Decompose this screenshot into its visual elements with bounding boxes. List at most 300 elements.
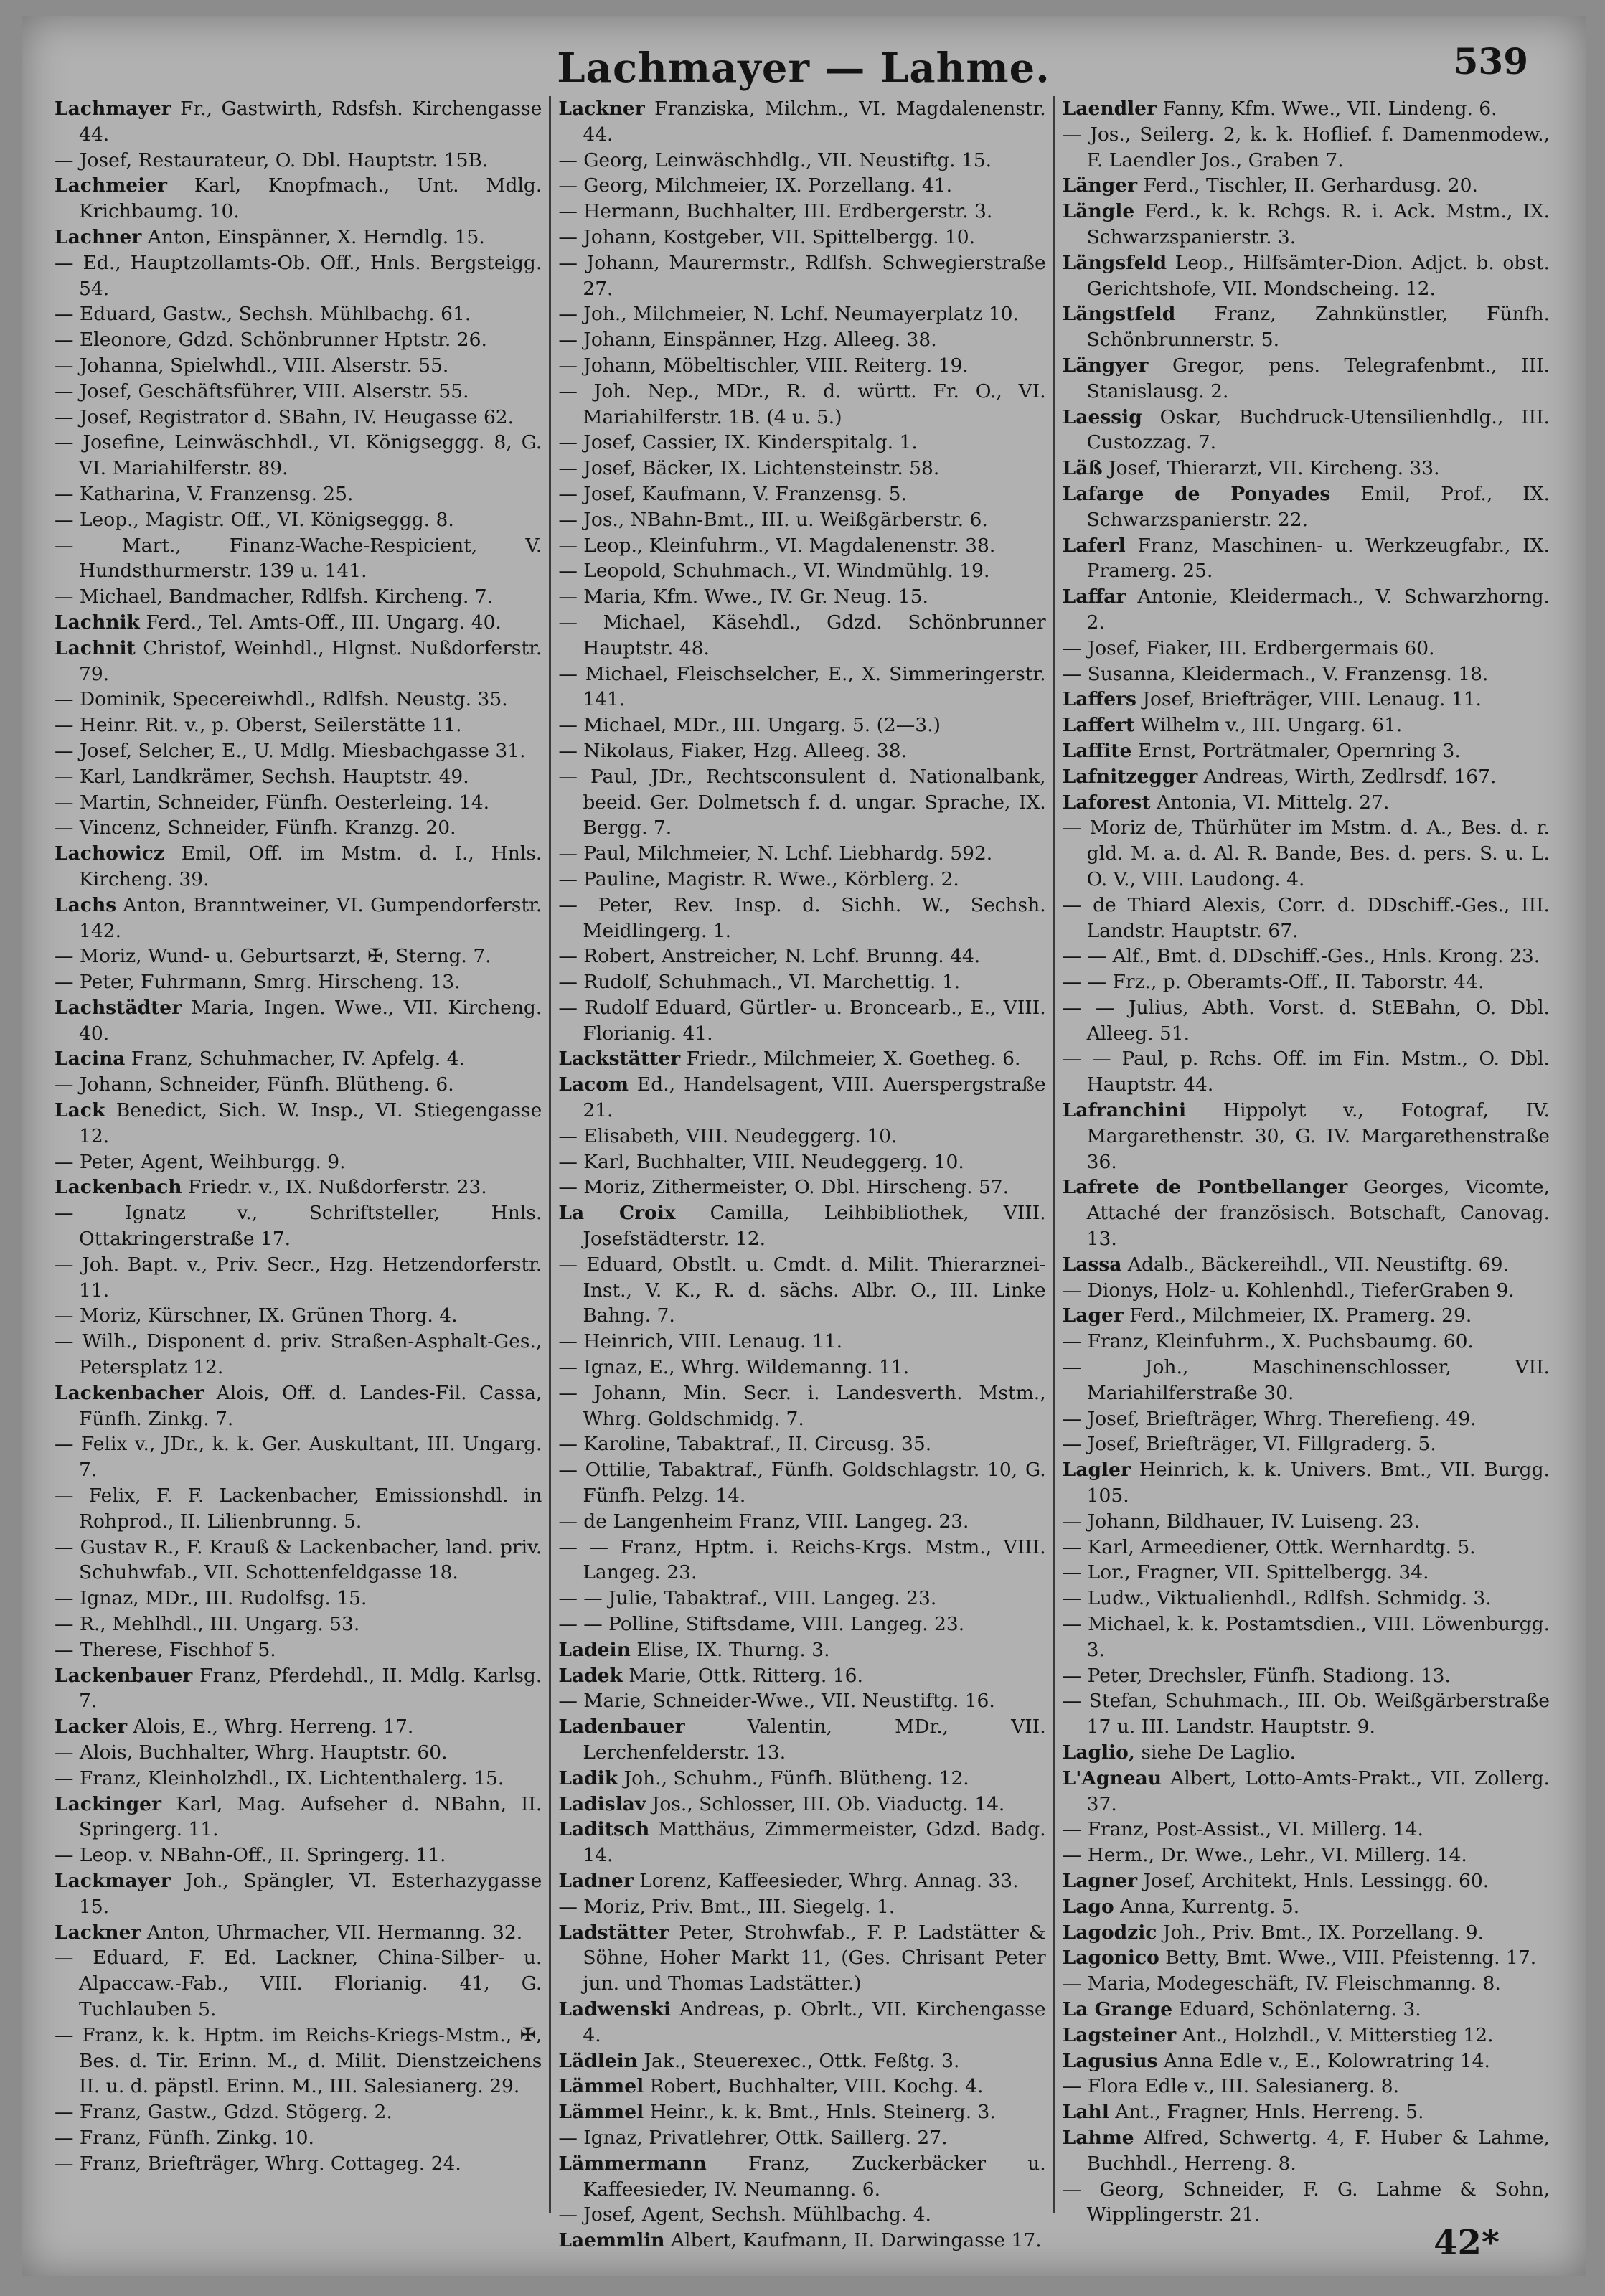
entry-details: — Ludw., Viktualienhdl., Rdlfsh. Schmidg. 3. [1062, 1587, 1492, 1610]
directory-entry [55, 1046, 542, 1072]
directory-entry [1063, 1945, 1550, 1971]
entry-details: — Katharina, V. Franzensg. 25. [55, 482, 354, 505]
directory-entry [558, 2099, 1045, 2125]
directory-entry [558, 1663, 1045, 1689]
page-title: Lachmayer — Lahme. [557, 44, 1050, 92]
directory-entry [1063, 2125, 1550, 2177]
entry-details: Antonia, VI. Mittelg. 27. [1150, 791, 1390, 814]
entry-details: — Felix v., JDr., k. k. Ger. Auskultant, III. Ungarg. 7. [55, 1433, 542, 1482]
entry-details: — Felix, F. F. Lackenbacher, Emissionshdl. in Rohprod., II. Lilienbrunng. 5. [55, 1485, 542, 1533]
directory-entry [55, 1792, 542, 1843]
entry-details: Ant., Holzhdl., V. Mitterstieg 12. [1176, 2023, 1494, 2046]
entry-details: Andreas, Wirth, Zedlrsdf. 167. [1197, 765, 1497, 788]
entry-surname: Lackenbacher [55, 1381, 204, 1404]
directory-entry [1063, 738, 1550, 764]
entry-details: Joh., Priv. Bmt., IX. Porzellang. 9. [1157, 1921, 1484, 1944]
entry-details: Gregor, pens. Telegrafenbmt., III. Stanislausg. 2. [1086, 354, 1550, 403]
entry-details: — Eduard, F. Ed. Lackner, China-Silber- u. Alpaccaw.-Fab., VIII. Florianig. 41, G. Tuchlauben 5. [55, 1947, 542, 2020]
entry-details: — Michael, k. k. Postamtsdien., VIII. Löwenburgg. 3. [1062, 1613, 1550, 1661]
directory-entry [55, 430, 542, 481]
directory-entry [558, 662, 1045, 713]
directory-entry [55, 2023, 542, 2099]
directory-entry [1063, 764, 1550, 790]
entry-details: — Johann, Möbeltischler, VIII. Reiterg. 19. [558, 354, 969, 377]
directory-entry [55, 1612, 542, 1637]
entry-details: Joh., Schuhm., Fünfh. Blütheng. 12. [618, 1766, 969, 1789]
entry-details: — Ignaz, Privatlehrer, Ottk. Saillerg. 27. [558, 2126, 948, 2149]
entry-details: — Georg, Milchmeier, IX. Porzellang. 41. [558, 174, 953, 197]
entry-surname: Lackenbach [55, 1176, 182, 1199]
entry-details: — Joh., Milchmeier, N. Lchf. Neumayerplatz 10. [558, 303, 1019, 326]
directory-entry [558, 481, 1045, 507]
entry-details: — Ed., Hauptzollamts-Ob. Off., Hnls. Bergsteigg. 54. [55, 251, 542, 300]
directory-entry [55, 815, 542, 841]
entry-details: Elise, IX. Thurng. 3. [630, 1638, 830, 1661]
directory-entry [558, 1252, 1045, 1329]
entry-details: — Franz, k. k. Hptm. im Reichs-Kriegs-Mstm., ✠, Bes. d. Tir. Erinn. M., d. Milit. Dienstzeichens II. u. d. päpstl. Erinn. M., III. Salesianerg. 29. [55, 2023, 542, 2098]
directory-entry [558, 1200, 1045, 1252]
entry-surname: Lacom [558, 1073, 629, 1096]
entry-surname: Längle [1062, 200, 1135, 223]
entry-details: — Hermann, Buchhalter, III. Erdbergerstr. 3. [558, 200, 993, 223]
entry-surname: Lafarge de Ponyades [1062, 482, 1331, 505]
directory-entry [558, 199, 1045, 225]
directory-entry [55, 1380, 542, 1432]
directory-entry [55, 1483, 542, 1535]
entry-details: — Heinr. Rit. v., p. Oberst, Seilerstätte 11. [55, 714, 462, 737]
entry-details: — Therese, Fischhof 5. [55, 1638, 276, 1661]
entry-details: Andreas, p. Obrlt., VII. Kirchengasse 4. [583, 1998, 1046, 2046]
entry-details: Valentin, MDr., VII. Lerchenfelderstr. 13. [583, 1716, 1046, 1764]
directory-entry [558, 969, 1045, 995]
directory-entry [558, 712, 1045, 738]
entry-surname: La Grange [1062, 1998, 1173, 2020]
directory-entry [55, 1535, 542, 1586]
directory-entry [558, 250, 1045, 302]
directory-entry [1063, 250, 1550, 302]
directory-entry [55, 1586, 542, 1612]
entry-surname: Lackmayer [55, 1869, 171, 1892]
directory-entry [55, 1920, 542, 1946]
entry-surname: Lackinger [55, 1792, 161, 1815]
directory-entry [558, 379, 1045, 430]
directory-entry [1063, 481, 1550, 533]
directory-entry [558, 2228, 1045, 2254]
entry-surname: Läß [1062, 457, 1103, 480]
entry-surname: Längsfeld [1062, 251, 1167, 274]
entry-details: — Dominik, Specereiwhdl., Rdlfsh. Neustg. 35. [55, 688, 508, 711]
directory-entry [55, 1714, 542, 1740]
directory-entry [558, 1509, 1045, 1535]
entry-surname: Längstfeld [1062, 303, 1176, 326]
directory-entry [1063, 1843, 1550, 1868]
entry-details: Josef, Thierarzt, VII. Kircheng. 33. [1102, 457, 1440, 480]
directory-entry [558, 1894, 1045, 1920]
directory-entry [1063, 969, 1550, 995]
entry-details: — Moriz de, Thürhüter im Mstm. d. A., Bes. d. r. gld. M. a. d. Al. R. Bande, Bes. d. pers. S. u. L. O. V., VIII. Laudong. 4. [1062, 817, 1550, 890]
entry-details: Anna Edle v., E., Kolowratring 14. [1157, 2049, 1490, 2072]
directory-entry [1063, 301, 1550, 353]
entry-details: — Leop., Magistr. Off., VI. Königseggg. 8. [55, 508, 454, 531]
entry-details: — Maria, Modegeschäft, IV. Fleischmanng. 8. [1062, 1972, 1501, 1995]
entry-details: — Wilh., Disponent d. priv. Straßen-Asphalt-Ges., Petersplatz 12. [55, 1330, 542, 1379]
directory-entry [1063, 1457, 1550, 1509]
directory-entry [1063, 1560, 1550, 1586]
directory-entry [1063, 1535, 1550, 1561]
directory-entry [1063, 1894, 1550, 1920]
directory-entry [558, 1046, 1045, 1072]
directory-entry [558, 533, 1045, 559]
entry-details: — Johanna, Spielwhdl., VIII. Alserstr. 55. [55, 354, 449, 377]
entry-details: — Ignaz, MDr., III. Rudolfsg. 15. [55, 1587, 367, 1610]
entry-details: — Karl, Buchhalter, VIII. Neudeggerg. 10. [558, 1150, 964, 1173]
entry-details: Franz, Pferdehdl., II. Mdlg. Karlsg. 7. [79, 1664, 542, 1713]
entry-surname: Laendler [1062, 98, 1157, 120]
entry-surname: Ladenbauer [558, 1716, 685, 1739]
entry-surname: Ladwenski [558, 1998, 671, 2020]
entry-surname: Lackstätter [558, 1048, 681, 1071]
entry-details: — Johann, Min. Secr. i. Landesverth. Mstm., Whrg. Goldschmidg. 7. [558, 1381, 1046, 1430]
entry-details: — Pauline, Magistr. R. Wwe., Körblerg. 2. [558, 867, 959, 890]
directory-entry [55, 969, 542, 995]
entry-details: — Flora Edle v., III. Salesianerg. 8. [1062, 2075, 1400, 2098]
directory-entry [55, 2151, 542, 2177]
entry-surname: Lassa [1062, 1253, 1122, 1276]
directory-entry [1063, 405, 1550, 456]
entry-details: — — Paul, p. Rchs. Off. im Fin. Mstm., O. Dbl. Hauptstr. 44. [1062, 1048, 1550, 1096]
entry-details: — R., Mehlhdl., III. Ungarg. 53. [55, 1613, 360, 1636]
entry-surname: Ladein [558, 1638, 631, 1661]
entry-surname: Laemmlin [558, 2229, 665, 2252]
entry-surname: Ladek [558, 1664, 623, 1687]
directory-entry [1063, 1612, 1550, 1663]
entry-details: — Franz, Gastw., Gdzd. Stögerg. 2. [55, 2101, 392, 2124]
directory-entry [558, 430, 1045, 456]
directory-entry [55, 1766, 542, 1792]
directory-entry [1063, 1740, 1550, 1766]
entry-details: — Josef, Cassier, IX. Kinderspitalg. 1. [558, 431, 918, 454]
directory-entry [558, 1817, 1045, 1868]
directory-entry [1063, 353, 1550, 405]
directory-entry [55, 1663, 542, 1715]
directory-entry [558, 2125, 1045, 2151]
directory-entry [55, 327, 542, 353]
entry-details: Josef, Briefträger, VIII. Lenaug. 11. [1136, 688, 1482, 711]
directory-entry [558, 1714, 1045, 1766]
directory-entry [1063, 1252, 1550, 1278]
entry-details: — Rudolf Eduard, Gürtler- u. Broncearb., E., VIII. Florianig. 41. [558, 996, 1046, 1045]
directory-entry [55, 405, 542, 430]
directory-entry [558, 1920, 1045, 1997]
entry-details: Alois, E., Whrg. Herreng. 17. [127, 1716, 414, 1739]
entry-details: — Ignatz v., Schriftsteller, Hnls. Ottakringerstraße 17. [55, 1202, 542, 1251]
directory-entry [55, 1945, 542, 2022]
entry-details: Franz, Schuhmacher, IV. Apfelg. 4. [125, 1048, 465, 1071]
entry-details: — Josef, Kaufmann, V. Franzensg. 5. [558, 482, 907, 505]
entry-details: — Paul, Milchmeier, N. Lchf. Liebhardg. 592. [558, 842, 993, 865]
entry-details: — Michael, MDr., III. Ungarg. 5. (2—3.) [558, 714, 941, 737]
entry-details: Joh., Spängler, VI. Esterhazygasse 15. [79, 1869, 542, 1918]
directory-entry [55, 1431, 542, 1483]
entry-details: Emil, Off. im Mstm. d. I., Hnls. Kircheng. 39. [79, 842, 542, 890]
directory-entry [55, 1175, 542, 1200]
entry-details: — Peter, Rev. Insp. d. Sichh. W., Sechsh. Meidlingerg. 1. [558, 893, 1046, 942]
entry-surname: Länger [1062, 174, 1138, 197]
entry-details: Franz, Zuckerbäcker u. Kaffeesieder, IV. Neumanng. 6. [583, 2152, 1046, 2201]
column-right [1053, 96, 1557, 2226]
entry-details: — Moriz, Priv. Bmt., III. Siegelg. 1. [558, 1895, 895, 1918]
directory-entry [55, 712, 542, 738]
directory-entry [558, 2151, 1045, 2203]
entry-details: — Michael, Käsehdl., Gdzd. Schönbrunner Hauptstr. 48. [558, 611, 1046, 659]
directory-entry [55, 687, 542, 712]
directory-entry [55, 584, 542, 610]
entry-surname: Lack [55, 1099, 105, 1122]
entry-details: — Eduard, Gastw., Sechsh. Mühlbachg. 61. [55, 303, 471, 326]
directory-entry [558, 584, 1045, 610]
entry-details: Ferd., k. k. Rchgs. R. i. Ack. Mstm., IX. Schwarzspanierstr. 3. [1086, 200, 1550, 248]
entry-details: Anton, Uhrmacher, VII. Hermanng. 32. [141, 1921, 523, 1944]
entry-details: Ferd., Tel. Amts-Off., III. Ungarg. 40. [139, 611, 502, 634]
entry-details: — Josef, Restaurateur, O. Dbl. Hauptstr. 15B. [55, 149, 489, 171]
entry-details: Marie, Ottk. Ritterg. 16. [622, 1664, 863, 1687]
entry-details: — Leop. v. NBahn-Off., II. Springerg. 11. [55, 1844, 446, 1867]
directory-entry [558, 2202, 1045, 2228]
entry-details: — Johann, Schneider, Fünfh. Blütheng. 6. [55, 1073, 454, 1096]
directory-entry [1063, 662, 1550, 687]
directory-entry [558, 173, 1045, 199]
entry-surname: Lacina [55, 1048, 126, 1071]
entry-surname: Lafnitzegger [1062, 765, 1198, 788]
directory-page [22, 16, 1586, 2276]
entry-surname: Lahme [1062, 2126, 1134, 2149]
directory-entry [55, 1637, 542, 1663]
entry-details: — Franz, Briefträger, Whrg. Cottageg. 24. [55, 2152, 461, 2175]
entry-details: Ferd., Milchmeier, IX. Pramerg. 29. [1123, 1304, 1472, 1327]
entry-details: Ant., Fragner, Hnls. Herreng. 5. [1109, 2101, 1424, 2124]
entry-details: Karl, Knopfmach., Unt. Mdlg. Krichbaumg. 10. [79, 174, 542, 223]
entry-surname: Laferl [1062, 534, 1126, 557]
entry-details: — Josef, Bäcker, IX. Lichtensteinstr. 58. [558, 457, 940, 480]
entry-details: — Alois, Buchhalter, Whrg. Hauptstr. 60. [55, 1741, 448, 1764]
directory-entry [1063, 1406, 1550, 1432]
entry-surname: Lahl [1062, 2101, 1109, 2124]
entry-details: — Josefine, Leinwäschhdl., VI. Königseggg. 8, G. VI. Mariahilferstr. 89. [55, 431, 542, 480]
entry-surname: Laessig [1062, 405, 1142, 428]
entry-details: Fanny, Kfm. Wwe., VII. Lindeng. 6. [1157, 98, 1497, 120]
entry-details: — Leopold, Schuhmach., VI. Windmühlg. 19. [558, 560, 990, 583]
directory-entry [55, 1098, 542, 1149]
entry-details: — Josef, Briefträger, VI. Fillgraderg. 5. [1062, 1433, 1436, 1456]
entry-details: — Gustav R., F. Krauß & Lackenbacher, land. priv. Schuhwfab., VII. Schottenfeldgasse 18. [55, 1535, 542, 1584]
entry-details: — Johann, Maurermstr., Rdlfsh. Schwegierstraße 27. [558, 251, 1046, 300]
entry-details: — de Langenheim Franz, VIII. Langeg. 23. [558, 1510, 969, 1533]
entry-details: — Ottilie, Tabaktraf., Fünfh. Goldschlagstr. 10, G. Fünfh. Pelzg. 14. [558, 1459, 1046, 1507]
directory-entry [55, 148, 542, 174]
directory-entry [1063, 199, 1550, 250]
entry-surname: Ladstätter [558, 1921, 669, 1944]
directory-entry [1063, 456, 1550, 481]
entry-surname: Lämmel [558, 2101, 644, 2124]
entry-details: — de Thiard Alexis, Corr. d. DDschiff.-Ges., III. Landstr. Hauptstr. 67. [1062, 893, 1550, 942]
directory-entry [558, 1175, 1045, 1200]
directory-entry [558, 1637, 1045, 1663]
directory-entry [1063, 1303, 1550, 1329]
entry-details: — Franz, Kleinfuhrm., X. Puchsbaumg. 60. [1062, 1330, 1474, 1353]
entry-details: Alois, Off. d. Landes-Fil. Cassa, Fünfh. Zinkg. 7. [79, 1381, 542, 1430]
directory-entry [55, 610, 542, 636]
entry-details: Camilla, Leihbibliothek, VIII. Josefstädterstr. 12. [583, 1202, 1046, 1251]
directory-entry [55, 1303, 542, 1329]
directory-entry [558, 893, 1045, 944]
directory-entry [55, 841, 542, 893]
entry-details: — Michael, Bandmacher, Rdlfsh. Kircheng. 7. [55, 585, 494, 608]
entry-surname: Lachner [55, 225, 142, 248]
column-left [47, 96, 549, 2213]
directory-entry [55, 893, 542, 944]
entry-surname: Lackner [55, 1921, 141, 1944]
directory-entry [558, 738, 1045, 764]
directory-entry [558, 1457, 1045, 1509]
directory-entry [55, 481, 542, 507]
directory-entry [55, 225, 542, 250]
entry-details: — Peter, Drechsler, Fünfh. Stadiong. 13. [1062, 1664, 1451, 1687]
entry-surname: Lackenbauer [55, 1664, 193, 1687]
directory-entry [558, 1072, 1045, 1124]
entry-details: — — Frz., p. Oberamts-Off., II. Taborstr. 44. [1062, 971, 1484, 994]
entry-details: Franz, Zahnkünstler, Fünfh. Schönbrunnerstr. 5. [1086, 303, 1550, 352]
directory-entry [55, 96, 542, 148]
entry-details: Betty, Bmt. Wwe., VIII. Pfeistenng. 17. [1159, 1947, 1537, 1970]
entry-surname: Laffar [1062, 585, 1126, 608]
directory-entry [1063, 1431, 1550, 1457]
directory-entry [1063, 1586, 1550, 1612]
entry-details: — Johann, Bildhauer, IV. Luiseng. 23. [1062, 1510, 1420, 1533]
directory-entry [558, 1997, 1045, 2048]
directory-entry [55, 250, 542, 302]
entry-details: — Vincenz, Schneider, Fünfh. Kranzg. 20. [55, 817, 456, 839]
entry-details: — Karl, Armeediener, Ottk. Wernhardtg. 5. [1062, 1535, 1476, 1558]
entry-surname: Lacker [55, 1716, 128, 1739]
directory-entry [1063, 1817, 1550, 1843]
entry-details: Friedr. v., IX. Nußdorferstr. 23. [182, 1176, 487, 1199]
entry-details: — Mart., Finanz-Wache-Respicient, V. Hundsthurmerstr. 139 u. 141. [55, 534, 542, 583]
entry-details: — Johann, Kostgeber, VII. Spittelbergg. 10. [558, 225, 976, 248]
entry-details: Josef, Architekt, Hnls. Lessingg. 60. [1137, 1869, 1489, 1892]
entry-details: Wilhelm v., III. Ungarg. 61. [1134, 714, 1403, 737]
directory-entry [558, 1431, 1045, 1457]
directory-entry [1063, 1663, 1550, 1689]
entry-details: Anton, Branntweiner, VI. Gumpendorferstr. 142. [79, 893, 542, 942]
directory-entry [1063, 1098, 1550, 1175]
directory-entry [55, 301, 542, 327]
entry-details: — Susanna, Kleidermach., V. Franzensg. 18. [1062, 662, 1489, 685]
entry-surname: Lago [1062, 1895, 1114, 1918]
entry-details: Oskar, Buchdruck-Utensilienhdlg., III. Custozzag. 7. [1086, 405, 1550, 454]
entry-surname: Lagodzic [1062, 1921, 1157, 1944]
entry-details: — Moriz, Wund- u. Geburtsarzt, ✠, Sterng. 7. [55, 945, 491, 968]
directory-entry [558, 148, 1045, 174]
entry-details: — Joh. Nep., MDr., R. d. württ. Fr. O., VI. Mariahilferstr. 1B. (4 u. 5.) [558, 380, 1046, 428]
directory-entry [558, 558, 1045, 584]
entry-surname: Ladner [558, 1869, 634, 1892]
directory-entry [1063, 122, 1550, 174]
entry-details: Adalb., Bäckereihdl., VII. Neustiftg. 69. [1121, 1253, 1509, 1276]
directory-entry [55, 1329, 542, 1380]
directory-entry [558, 1355, 1045, 1380]
entry-details: — — Julius, Abth. Vorst. d. StEBahn, O. Dbl. Alleeg. 51. [1062, 996, 1550, 1045]
directory-entry [1063, 2023, 1550, 2048]
entry-details: — Maria, Kfm. Wwe., IV. Gr. Neug. 15. [558, 585, 928, 608]
directory-entry [558, 1535, 1045, 1586]
entry-details: — Josef, Fiaker, III. Erdbergermais 60. [1062, 636, 1435, 659]
entry-details: Heinrich, k. k. Univers. Bmt., VII. Burgg. 105. [1086, 1459, 1550, 1507]
directory-entry [55, 995, 542, 1047]
entry-surname: Lagusius [1062, 2049, 1158, 2072]
entry-details: — Franz, Post-Assist., VI. Millerg. 14. [1062, 1818, 1423, 1841]
entry-details: — Marie, Schneider-Wwe., VII. Neustiftg. 16. [558, 1690, 995, 1713]
entry-surname: Lämmel [558, 2075, 644, 2098]
entry-details: Benedict, Sich. W. Insp., VI. Stiegengasse 12. [79, 1099, 542, 1147]
entry-details: — Herm., Dr. Wwe., Lehr., VI. Millerg. 14. [1062, 1844, 1467, 1867]
entry-details: Eduard, Schönlaterng. 3. [1172, 1998, 1421, 2020]
directory-entry [558, 1124, 1045, 1149]
entry-details: — Elisabeth, VIII. Neudeggerg. 10. [558, 1124, 898, 1147]
directory-entry [1063, 1046, 1550, 1098]
directory-entry [55, 1072, 542, 1098]
entry-details: — — Polline, Stiftsdame, VIII. Langeg. 23. [558, 1613, 965, 1636]
entry-surname: Ladislav [558, 1792, 646, 1815]
directory-entry [55, 944, 542, 969]
entry-details: — Moriz, Kürschner, IX. Grünen Thorg. 4. [55, 1304, 458, 1327]
entry-details: — Ignaz, E., Whrg. Wildemanng. 11. [558, 1356, 910, 1379]
entry-details: Albert, Lotto-Amts-Prakt., VII. Zollerg. 37. [1086, 1766, 1550, 1815]
entry-details: — Franz, Kleinholzhdl., IX. Lichtenthalerg. 15. [55, 1766, 504, 1789]
directory-entry [55, 353, 542, 379]
directory-entry [558, 507, 1045, 533]
entry-details: Ed., Handelsagent, VIII. Auerspergstraße 21. [583, 1073, 1046, 1122]
entry-surname: Laglio, [1062, 1741, 1136, 1764]
directory-entry [1063, 2048, 1550, 2074]
entry-surname: Lagler [1062, 1459, 1131, 1482]
entry-details: Fr., Gastwirth, Rdsfsh. Kirchengasse 44. [79, 98, 542, 146]
entry-details: Maria, Ingen. Wwe., VII. Kircheng. 40. [79, 996, 542, 1045]
entry-details: — Georg, Schneider, F. G. Lahme & Sohn, Wipplingerstr. 21. [1062, 2178, 1550, 2226]
entry-details: Antonie, Kleidermach., V. Schwarzhorng. 2. [1086, 585, 1550, 634]
directory-entry [1063, 533, 1550, 585]
entry-details: — Eduard, Obstlt. u. Cmdt. d. Milit. Thierarznei-Inst., V. K., R. d. sächs. Albr. O., III. Linke Bahng. 7. [558, 1253, 1046, 1327]
entry-details: Friedr., Milchmeier, X. Goetheg. 6. [680, 1048, 1021, 1071]
entry-details: — Eleonore, Gdzd. Schönbrunner Hptstr. 26. [55, 329, 487, 352]
entry-details: — Jos., NBahn-Bmt., III. u. Weißgärberstr. 6. [558, 508, 988, 531]
directory-entry [1063, 1688, 1550, 1740]
entry-details: — — Franz, Hptm. i. Reichs-Krgs. Mstm., VIII. Langeg. 23. [558, 1535, 1046, 1584]
entry-details: — Joh., Maschinenschlosser, VII. Mariahilferstraße 30. [1062, 1356, 1550, 1404]
entry-details: — Martin, Schneider, Fünfh. Oesterleing. 14. [55, 791, 490, 814]
entry-details: — Stefan, Schuhmach., III. Ob. Weißgärberstraße 17 u. III. Landstr. Hauptstr. 9. [1062, 1690, 1550, 1739]
directory-columns [47, 96, 1557, 2252]
directory-entry [55, 379, 542, 405]
entry-details: Jos., Schlosser, III. Ob. Viaductg. 14. [646, 1792, 1005, 1815]
entry-details: Ferd., Tischler, II. Gerhardusg. 20. [1137, 174, 1478, 197]
directory-entry [558, 1586, 1045, 1612]
entry-details: — Lor., Fragner, VII. Spittelbergg. 34. [1062, 1561, 1429, 1584]
directory-entry [558, 1688, 1045, 1714]
directory-entry [55, 764, 542, 790]
directory-entry [1063, 1278, 1550, 1304]
directory-entry [558, 1329, 1045, 1355]
entry-surname: Lachowicz [55, 842, 164, 865]
